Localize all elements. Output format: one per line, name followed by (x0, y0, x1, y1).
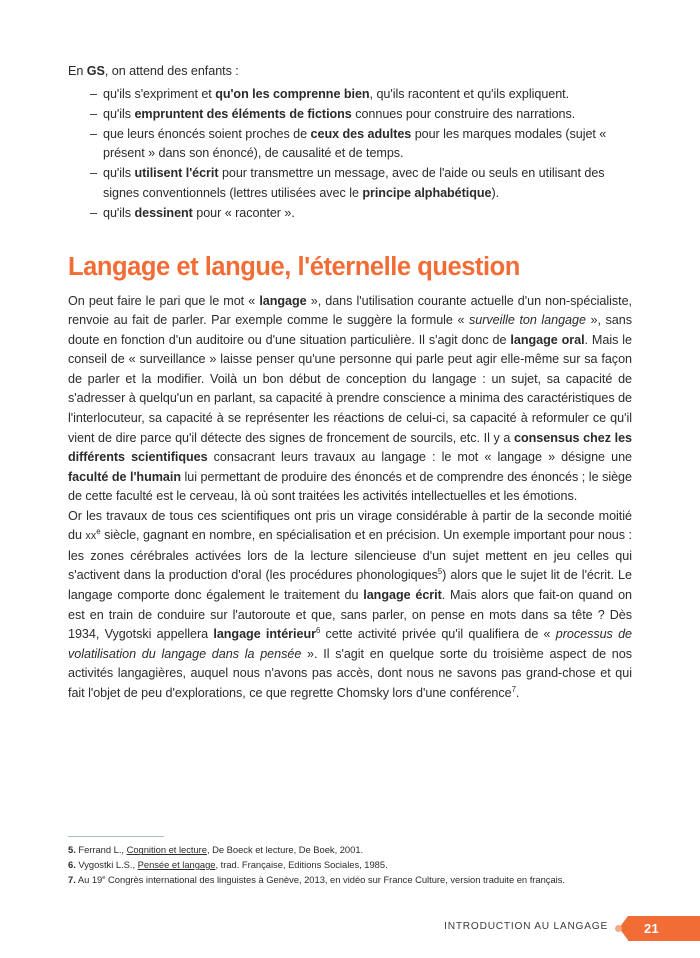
dash-marker: – (90, 106, 97, 121)
intro-text-before: En (68, 64, 87, 78)
dash-marker: – (90, 126, 97, 141)
intro-bold-gs: GS (86, 64, 105, 78)
footnote-item: 7. Au 19e Congrès international des linguistes à Genève, 2013, en vidéo sur France Culture, version traduite en français. (68, 873, 565, 885)
paragraph-1: On peut faire le pari que le mot « langage », dans l'utilisation courante actuelle d'un non-spécialiste, renvoie au fait de parler. Par exemple comme le suggère la formule « surveille ton langage », sans doute en fonction d'un auditoire ou d'une situation particulière. Il s'agit donc de langage oral. Mais le conseil de « surveillance » laisse penser qu'une personne qui parle peut agir elle-même sur sa façon de parler et la modifier. Voilà un bon début de conception du langage : un sujet, sa capacité de s'adresser à quelqu'un en parlant, sa capacité à prendre conscience a minima des caractéristiques de l'interlocuteur, sa capacité à se représenter les réactions de celui-ci, sa capacité à reformuler ce qu'il vient de dire parce qu'il détecte des signes de froncement de sourcils, etc. Il y a consensus chez les différents scientifiques consacrant leurs travaux au langage : le mot « langage » désigne une faculté de l'humain lui permettant de produire des énoncés et de comprendre des énoncés ; le siège de cette faculté est le cerveau, là où sont traitées les activités intellectuelles et les émotions. (68, 293, 633, 504)
footnote-list (68, 843, 632, 887)
footnote-number: 6. (68, 858, 76, 870)
dash-marker: – (90, 86, 97, 101)
body-paragraphs (68, 292, 632, 703)
paragraph-2: Or les travaux de tous ces scientifiques ont pris un virage considérable à partir de la seconde moitié du $xx^e$ siècle, gagnant en nombre, en spécialisation et en précision. Un exemple important pour nous : les zones cérébrales activées lors de la lecture silencieuse d'un sujet mettent en jeu celles qui s'activent dans la production d'oral (les procédures phonologiques$^5$) alors que le sujet lit de l'écrit. Le langage comporte donc également le traitement du langage écrit. Mais alors que fait-on quand on est en train de conduire sur l'autoroute et que, sans parler, on pense en mots dans sa tête ? Dès 1934, Vygotski appellera langage intérieur$^6$ cette activité privée qu'il qualifiera de « processus de volatilisation du langage dans la pensée ». Il s'agit en quelque sorte du troisième aspect de nos activités langagières, auquel nous n'avons pas accès, dont nous ne savons pas grand-chose et qui fait l'objet de peu d'explorations, ce que regrette Chomsky lors d'une conférence$^7$. (68, 508, 633, 700)
footnote-item: 5. Ferrand L., Cognition et lecture, De Boeck et lecture, De Boek, 2001. (68, 844, 364, 856)
footer-section-title: INTRODUCTION AU LANGAGE (444, 921, 608, 932)
footnote-item: 6. Vygostki L.S., Pensée et langage, trad. Française, Editions Sociales, 1985. (68, 858, 388, 870)
section-heading: Langage et langue, l'éternelle question (68, 252, 520, 281)
list-item: – qu'ils empruntent des éléments de fictions connues pour construire des narrations. (90, 105, 632, 125)
page-footer (0, 916, 700, 942)
list-item: – qu'ils utilisent l'écrit pour transmettre un message, avec de l'aide ou seuls en utilisant des signes conventionnels (lettres utilisées avec le principe alphabétique). (90, 166, 605, 201)
intro-text-after: , on attend des enfants : (104, 64, 239, 78)
page-content (68, 62, 632, 703)
footer-page-tab (628, 916, 700, 941)
expectations-dash-list (68, 85, 632, 224)
footnotes-block (68, 836, 632, 887)
list-item: – qu'ils s'expriment et qu'on les comprenne bien, qu'ils racontent et qu'ils expliquent. (90, 85, 632, 105)
dash-marker: – (90, 166, 97, 181)
dash-marker: – (90, 206, 97, 221)
footnote-number: 7. (68, 873, 76, 885)
list-item: – qu'ils dessinent pour « raconter ». (90, 204, 632, 224)
footer-page-number: 21 (644, 921, 660, 936)
footnote-number: 5. (68, 844, 76, 856)
footer-dot-icon (615, 925, 622, 932)
list-item: – que leurs énoncés soient proches de ceux des adultes pour les marques modales (sujet « présent » dans son énoncé), de causalité et de temps. (90, 126, 607, 161)
intro-line (68, 62, 632, 82)
footnote-separator-rule (68, 836, 164, 837)
